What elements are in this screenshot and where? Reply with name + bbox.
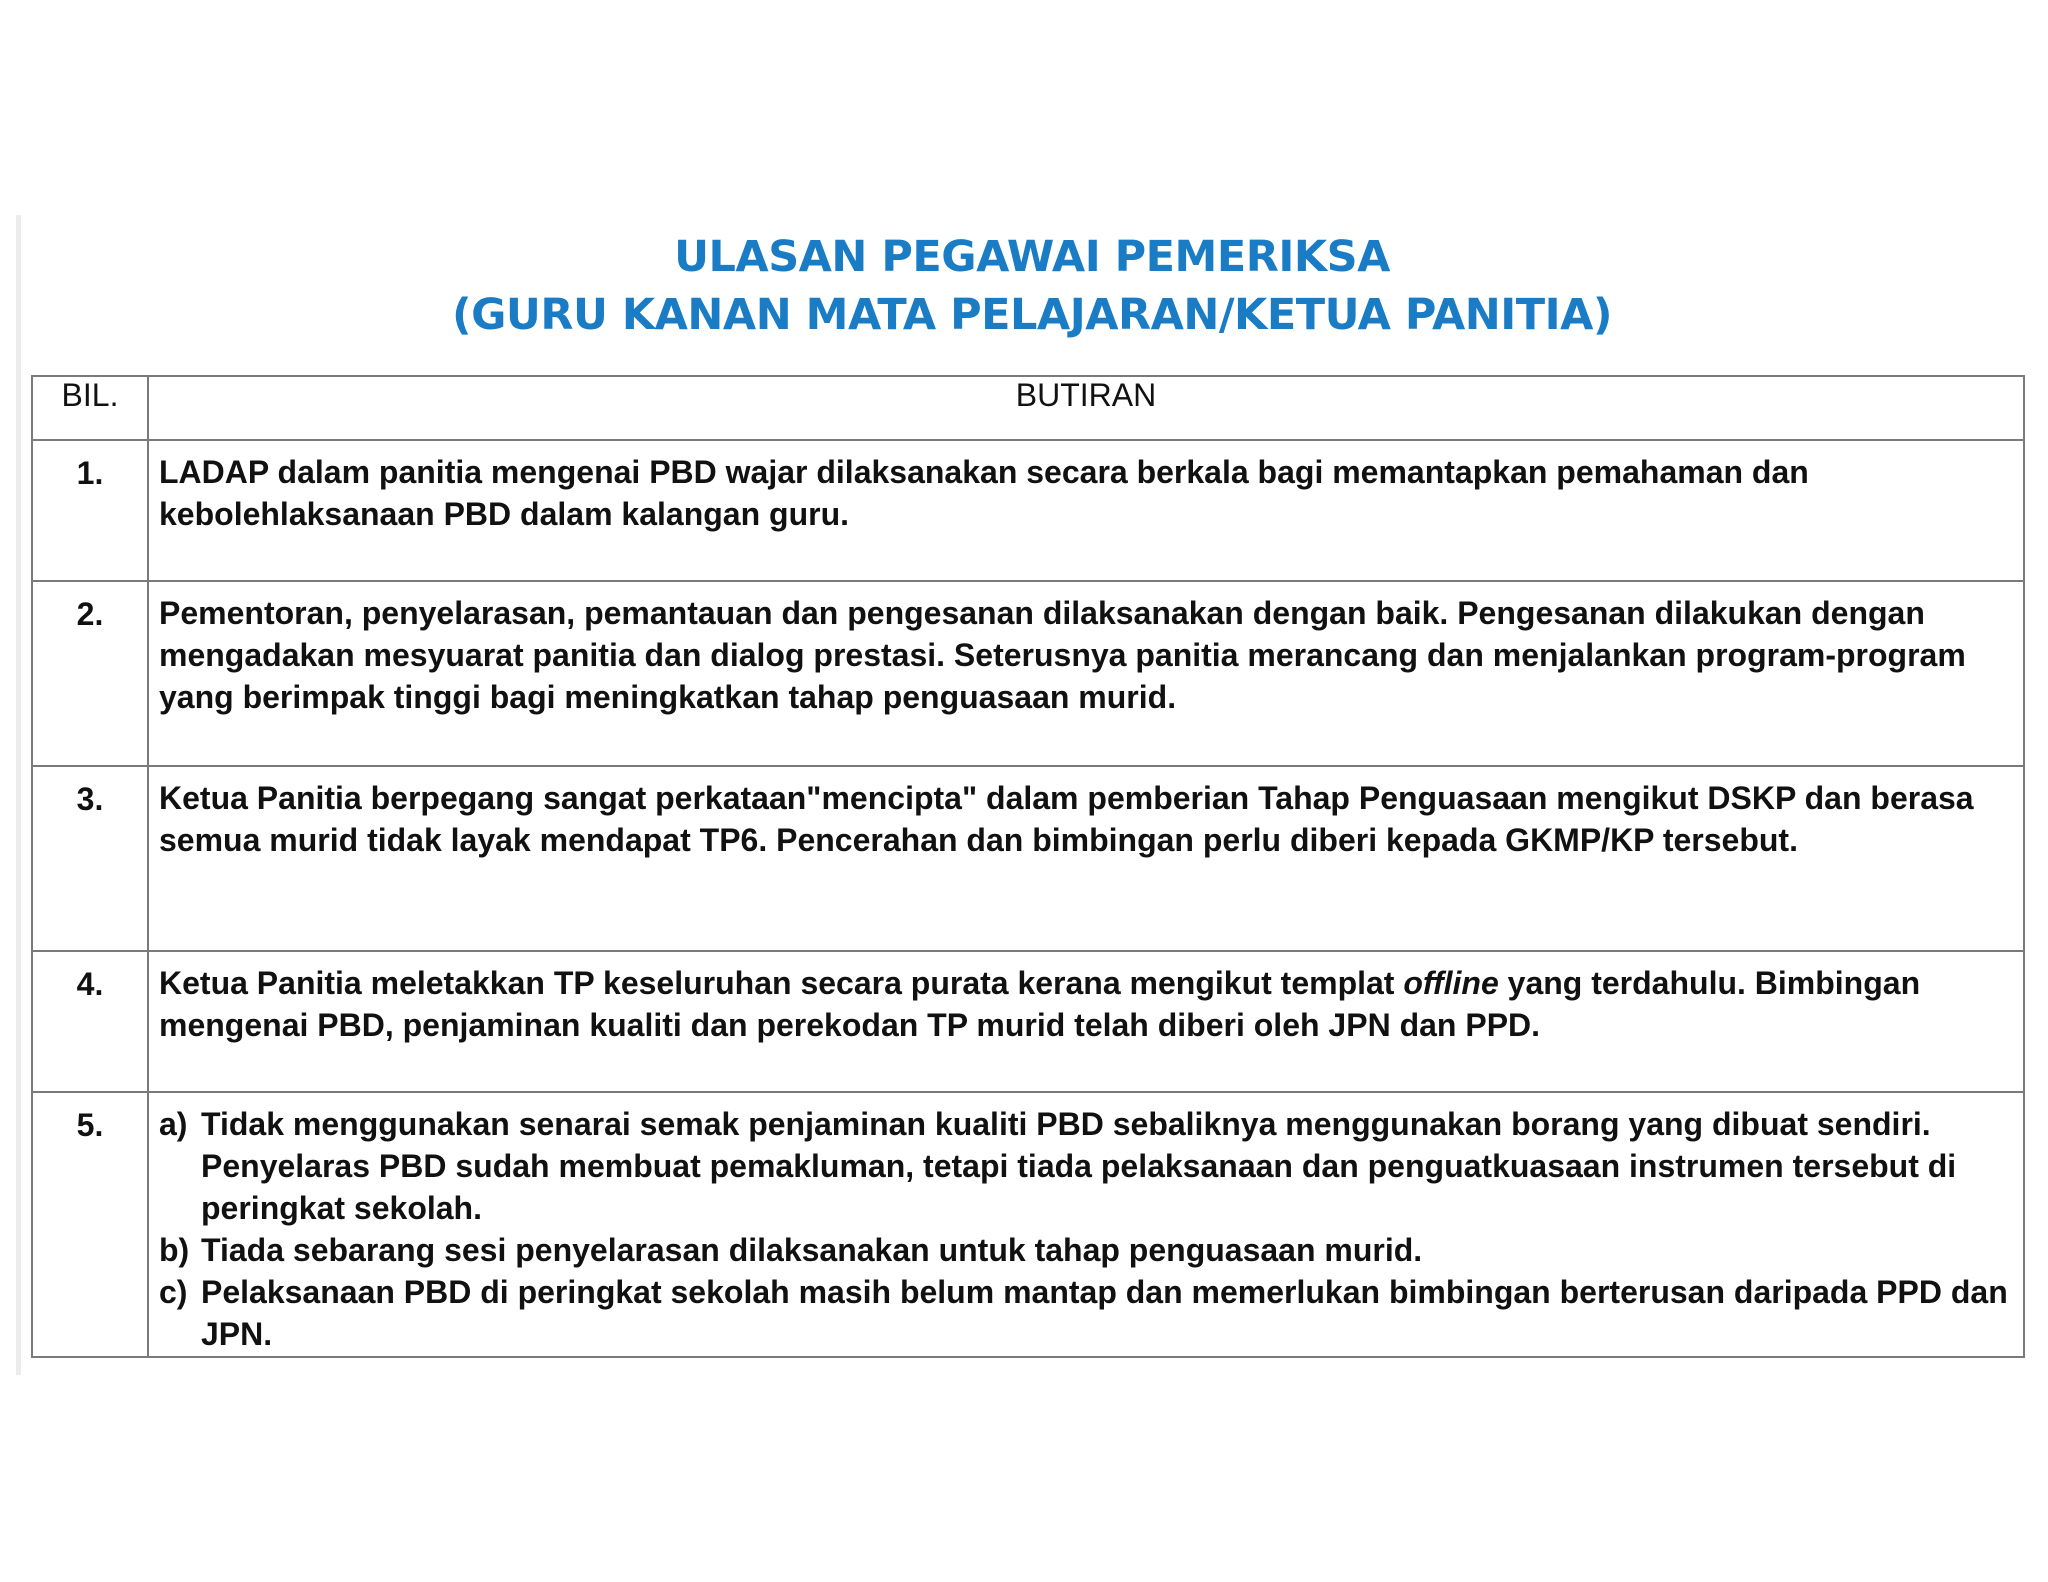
header-butiran: BUTIRAN xyxy=(148,376,2024,440)
row-text: LADAP dalam panitia mengenai PBD wajar dilaksanakan secara berkala bagi memantapkan pemahaman dan kebolehlaksanaan PBD dalam kalangan guru. xyxy=(148,440,2024,581)
sub-item-text: Tiada sebarang sesi penyelarasan dilaksanakan untuk tahap penguasaan murid. xyxy=(201,1232,1423,1268)
document-title xyxy=(32,228,2032,344)
sub-item-marker: b) xyxy=(159,1232,190,1268)
row-text: Pementoran, penyelarasan, pemantauan dan pengesanan dilaksanakan dengan baik. Pengesanan dilakukan dengan mengadakan mesyuarat panitia dan dialog prestasi. Seterusnya panitia merancang dan menjalankan program-program yang berimpak tinggi bagi meningkatkan tahap penguasaan murid. xyxy=(148,581,2024,766)
table-row xyxy=(32,440,2024,581)
title-line-2: (GURU KANAN MATA PELAJARAN/KETUA PANITIA) xyxy=(451,290,1613,340)
row-number: 4. xyxy=(32,951,148,1092)
table-row xyxy=(32,951,2024,1092)
row-text-part: yang terdahulu. Bimbingan mengenai PBD, penjaminan kualiti dan perekodan TP murid telah diberi oleh JPN dan PPD. xyxy=(159,965,1921,1043)
table-header-row xyxy=(32,376,2024,440)
sub-item-c xyxy=(159,1271,2017,1355)
row-text xyxy=(148,951,2024,1092)
sub-item-text: Tidak menggunakan senarai semak penjaminan kualiti PBD sebaliknya menggunakan borang yang dibuat sendiri. Penyelaras PBD sudah membuat pemakluman, tetapi tiada pelaksanaan dan penguatkuasaan instrumen tersebut di peringkat sekolah. xyxy=(201,1106,1957,1226)
table-row xyxy=(32,766,2024,951)
sub-item-marker: c) xyxy=(159,1274,188,1310)
table-row xyxy=(32,581,2024,766)
row-number: 1. xyxy=(32,440,148,581)
page-left-edge xyxy=(16,215,21,1375)
sub-item-a xyxy=(159,1103,2017,1229)
table-row xyxy=(32,1092,2024,1357)
row-number: 3. xyxy=(32,766,148,951)
row-number: 5. xyxy=(32,1092,148,1357)
row-text xyxy=(148,1092,2024,1357)
sub-item-b xyxy=(159,1229,2017,1271)
row-text: Ketua Panitia berpegang sangat perkataan"mencipta" dalam pemberian Tahap Penguasaan mengikut DSKP dan berasa semua murid tidak layak mendapat TP6. Pencerahan dan bimbingan perlu diberi kepada GKMP/KP tersebut. xyxy=(148,766,2024,951)
row-text-part: Ketua Panitia meletakkan TP keseluruhan secara purata kerana mengikut templat xyxy=(159,965,1404,1001)
review-table xyxy=(31,375,2025,1358)
header-bil: BIL. xyxy=(32,376,148,440)
row-number: 2. xyxy=(32,581,148,766)
row-text-italic: offline xyxy=(1403,965,1499,1001)
title-line-1: ULASAN PEGAWAI PEMERIKSA xyxy=(674,232,1390,282)
sub-item-text: Pelaksanaan PBD di peringkat sekolah masih belum mantap dan memerlukan bimbingan berterusan daripada PPD dan JPN. xyxy=(201,1274,2008,1352)
sub-item-marker: a) xyxy=(159,1106,188,1142)
